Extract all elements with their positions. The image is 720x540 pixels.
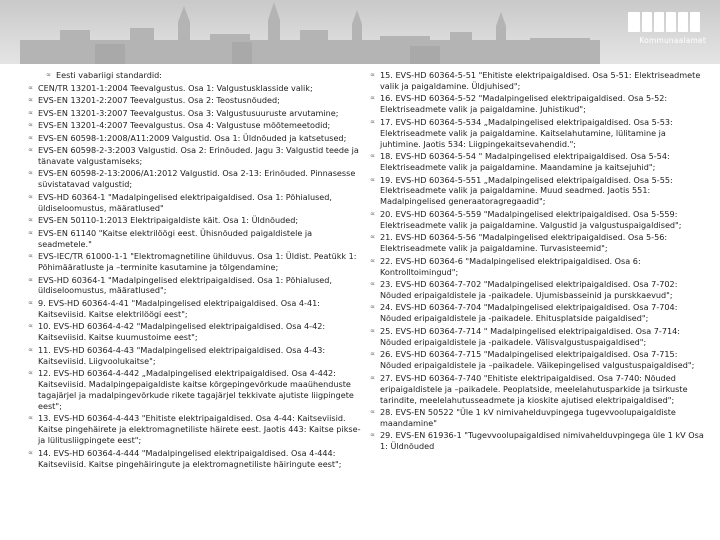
standard-text: 28. EVS-EN 50522 "Üle 1 kV nimivahelduvpingega tugevvoolupaigaldiste maandamine" (380, 407, 676, 428)
standard-text: Eesti vabariigi standardid: (56, 70, 162, 80)
standard-list-item (28, 215, 366, 226)
standards-list-right (370, 70, 708, 454)
standard-text: EVS-EN 13201-4:2007 Teevalgustus. Osa 4: Valgustuse mõõtemeetodid; (38, 120, 331, 130)
bullet-icon: ∝ (370, 70, 376, 79)
standard-list-item (28, 275, 366, 297)
logo-text: Kommunaalamet (639, 36, 706, 45)
standard-text: CEN/TR 13201-1:2004 Teevalgustus. Osa 1: Valgustusklasside valik; (38, 82, 313, 93)
tallinn-logo (628, 12, 706, 52)
standard-list-item (370, 232, 708, 254)
bullet-icon: ∝ (28, 145, 34, 154)
standard-text: EVS-EN 60598-2-13:2006/A1:2012 Valgustid. Osa 2-13: Erinõuded. Pinnasesse süvistatavad valgustid; (38, 168, 356, 190)
standard-list-item (28, 413, 366, 446)
standard-list-item (28, 192, 366, 214)
bullet-icon: ∝ (28, 191, 34, 201)
standard-text: 16. EVS-HD 60364-5-52 "Madalpingelised elektripaigaldised. Osa 5-52: Elektriseadmete valik ja paigaldamine. Juhistikud"; (380, 93, 668, 115)
bullet-icon: ∝ (370, 325, 376, 335)
bullet-icon: ∝ (370, 430, 376, 440)
standard-text: 15. EVS-HD 60364-5-51 "Ehitiste elektripaigaldised. Osa 5-51: Elektriseadmete valik ja paigaldamine. Üldjuhised"; (380, 70, 701, 91)
standard-text: EVS-EN 61140 "Kaitse elektrilöögi eest. Ühisnõuded paigaldistele ja seadmetele." (38, 227, 313, 249)
bullet-icon: ∝ (28, 168, 34, 178)
standard-list-item (28, 168, 366, 190)
bullet-icon: ∝ (28, 120, 34, 129)
bullet-icon: ∝ (370, 208, 376, 218)
standard-list-item (370, 175, 708, 208)
standard-text: 20. EVS-HD 60364-5-559 "Madalpingelised elektripaigaldised. Osa 5-559: Elektriseadmete valik ja paigaldamine. Valgustid ja valgustuspaigaldised"; (380, 208, 682, 230)
standard-text: 18. EVS-HD 60364-5-54 " Madalpingelised elektripaigaldised. Osa 5-54: Elektriseadmete valik ja paigaldamine. Maandamine ja kaitsejuhid"; (380, 151, 670, 173)
bullet-icon: ∝ (370, 372, 376, 382)
standard-list-item (28, 228, 366, 250)
standards-list-left (28, 70, 366, 471)
standard-list-item (370, 151, 708, 173)
standard-list-item (28, 120, 366, 131)
standard-text: EVS-HD 60364-1 "Madalpingelised elektripaigaldised. Osa 1: Põhialused, üldiseloomustus, määratlused"; (38, 274, 332, 296)
standard-text: 29. EVS-EN 61936-1 "Tugevvoolupaigaldised nimivahelduvpingega üle 1 kV Osa 1: Üldnõuded (380, 430, 704, 452)
standard-list-item (28, 298, 366, 320)
bullet-icon: ∝ (28, 82, 34, 92)
standard-list-item (28, 108, 366, 119)
bullet-icon: ∝ (28, 95, 34, 104)
bullet-icon: ∝ (28, 215, 34, 225)
standard-text: EVS-HD 60364-1 "Madalpingelised elektripaigaldised. Osa 1: Põhialused, üldiseloomustus, määratlused" (38, 191, 332, 213)
standard-list-item (28, 368, 366, 412)
standard-list-item (28, 251, 366, 273)
standard-list-item (28, 345, 366, 367)
bullet-icon: ∝ (46, 70, 52, 79)
standard-text: 9. EVS-HD 60364-4-41 "Madalpingelised elektripaigaldised. Osa 4-41: Kaitseviisid. Kaitse elektrilöögi eest"; (38, 297, 320, 319)
standard-text: 24. EVS-HD 60364-7-704 "Madalpingelised elektripaigaldised. Osa 7-704: Nõuded eripaigaldistele ja -paikadele. Ehitusplatside paigaldised"; (380, 302, 678, 324)
bullet-icon: ∝ (370, 302, 376, 312)
standard-text: EVS-EN 50110-1:2013 Elektripaigaldiste käit. Osa 1: Üldnõuded; (38, 215, 299, 226)
standard-list-item (28, 133, 366, 144)
standard-text: EVS-EN 13201-3:2007 Teevalgustus. Osa 3: Valgustusuuruste arvutamine; (38, 107, 339, 118)
standard-list-item (370, 117, 708, 150)
bullet-icon: ∝ (370, 407, 376, 416)
standard-list-item (370, 302, 708, 324)
standard-text: 21. EVS-HD 60364-5-56 "Madalpingelised elektripaigaldised. Osa 5-56: Elektriseadmete valik ja paigaldamine. Turvasisteemid"; (380, 232, 668, 254)
bullet-icon: ∝ (28, 227, 34, 237)
standard-text: 25. EVS-HD 60364-7-714 " Madalpingelised elektripaigaldised. Osa 7-714: Nõuded eripaigaldistele ja -paikadele. Välisvalgustuspaigaldised"; (380, 325, 680, 347)
bullet-icon: ∝ (28, 344, 34, 354)
bullet-icon: ∝ (28, 321, 34, 331)
standard-list-item (370, 349, 708, 371)
standard-text: 14. EVS-HD 60364-4-444 "Madalpingelised elektripaigaldised. Osa 4-444: Kaitseviisid. Kaitse pingehäiringute ja elektromagnetiliste häiringute eest"; (38, 447, 342, 469)
bullet-icon: ∝ (370, 349, 376, 359)
standard-text: 17. EVS-HD 60364-5-534 „Madalpingelised elektripaigaldised. Osa 5-53: Elektriseadmete valik ja paigaldamine. Kaitselahutamine, lülitamine ja juhtimine. Jaotis 534: Liigpingekaitsevahendid."; (380, 116, 673, 149)
standard-list-item (370, 373, 708, 406)
standard-text: EVS-IEC/TR 61000-1-1 "Elektromagnetiline ühilduvus. Osa 1: Üldist. Peatükk 1: Põhimääratluste ja –terminite kasutamine ja tõlgendamine; (38, 251, 357, 273)
standard-text: 23. EVS-HD 60364-7-702 "Madalpingelised elektripaigaldised. Osa 7-702: Nõuded eripaigaldistele ja -paikadele. Ujumisbasseinid ja purskkaevud"; (380, 279, 678, 300)
standard-text: EVS-EN 60598-1:2008/A11:2009 Valgustid. Osa 1: Üldnõuded ja katsetused; (38, 132, 347, 143)
bullet-icon: ∝ (370, 232, 376, 242)
standard-list-item (28, 83, 366, 94)
bullet-icon: ∝ (28, 413, 34, 423)
standard-text: EVS-EN 13201-2:2007 Teevalgustus. Osa 2: Teostusnõuded; (38, 95, 280, 105)
standard-list-item (370, 326, 708, 348)
bullet-icon: ∝ (28, 274, 34, 284)
standard-list-item (370, 279, 708, 301)
bullet-icon: ∝ (370, 93, 376, 103)
tallinn-skyline-illustration (0, 0, 600, 64)
standard-text: 27. EVS-HD 60364-7-740 "Ehitiste elektripaigaldised. Osa 7-740: Nõuded eripaigaldistele ja –paikadele. Peoplatside, meelelahutusparkide ja tsirkuste tarindite, meelelahutusseadmete ja kioskite ajutised elektripaigaldised"; (380, 372, 688, 405)
standard-text: 10. EVS-HD 60364-4-42 "Madalpingelised elektripaigaldised. Osa 4-42: Kaitseviisid. Kaitse kuumustoime eest"; (38, 321, 326, 343)
bullet-icon: ∝ (370, 151, 376, 161)
bullet-icon: ∝ (370, 279, 376, 289)
standard-list-item (370, 209, 708, 231)
standard-list-item (28, 95, 366, 106)
bullet-icon: ∝ (370, 174, 376, 184)
standard-text: EVS-EN 60598-2-3:2003 Valgustid. Osa 2: Erinõuded. Jagu 3: Valgustid teede ja tänavate valgustamiseks; (38, 145, 359, 166)
standard-list-item (28, 448, 366, 470)
standard-list-item (28, 145, 366, 167)
bullet-icon: ∝ (28, 368, 34, 378)
header-banner (0, 0, 720, 64)
standard-list-item (370, 256, 708, 278)
bullet-icon: ∝ (28, 297, 34, 307)
bullet-icon: ∝ (28, 107, 34, 117)
tallinn-logo-mark (628, 12, 706, 32)
bullet-icon: ∝ (28, 132, 34, 142)
standard-list-item (370, 407, 708, 429)
standard-list-item (370, 430, 708, 452)
standard-list-item (28, 70, 366, 81)
bullet-icon: ∝ (28, 251, 34, 261)
standard-list-item (370, 70, 708, 92)
standard-text: 13. EVS-HD 60364-4-443 "Ehitiste elektripaigaldised. Osa 4-44: Kaitseviisid. Kaitse pingehäirete ja elektromagnetiliste häirete eest. Jaotis 443: Kaitse pikse- ja lülitusliigpingete eest"; (38, 413, 361, 446)
standard-text: 12. EVS-HD 60364-4-442 „Madalpingelised elektripaigaldised. Osa 4-442: Kaitseviisid. Madalpingepaigaldiste kaitse kõrgepingevõrkude maaühenduste tagajärjel ja madalpingevõrkude rikete tagajärjel tekkivate ajutiste liigpingete eest"; (38, 368, 354, 411)
bullet-icon: ∝ (28, 447, 34, 457)
standard-list-item (28, 321, 366, 343)
standard-text: 26. EVS-HD 60364-7-715 "Madalpingelised elektripaigaldised. Osa 7-715: Nõuded eripaigaldistele ja –paikadele. Väikepingelised valgustuspaigaldised"; (380, 349, 695, 371)
standard-text: 11. EVS-HD 60364-4-43 "Madalpingelised elektripaigaldised. Osa 4-43: Kaitseviisid. Liigvoolukaitse"; (38, 344, 326, 366)
standard-list-item (370, 93, 708, 115)
standard-text: 22. EVS-HD 60364-6 "Madalpingelised elektripaigaldised. Osa 6: Kontrolltoimingud"; (380, 255, 641, 277)
bullet-icon: ∝ (370, 116, 376, 126)
standard-text: 19. EVS-HD 60364-5-551 „Madalpingelised elektripaigaldised. Osa 5-55: Elektriseadmete valik ja paigaldamine. Muud seadmed. Jaotis 551: Madalpingelised generaatoragregaadid"; (380, 174, 673, 207)
bullet-icon: ∝ (370, 255, 376, 265)
